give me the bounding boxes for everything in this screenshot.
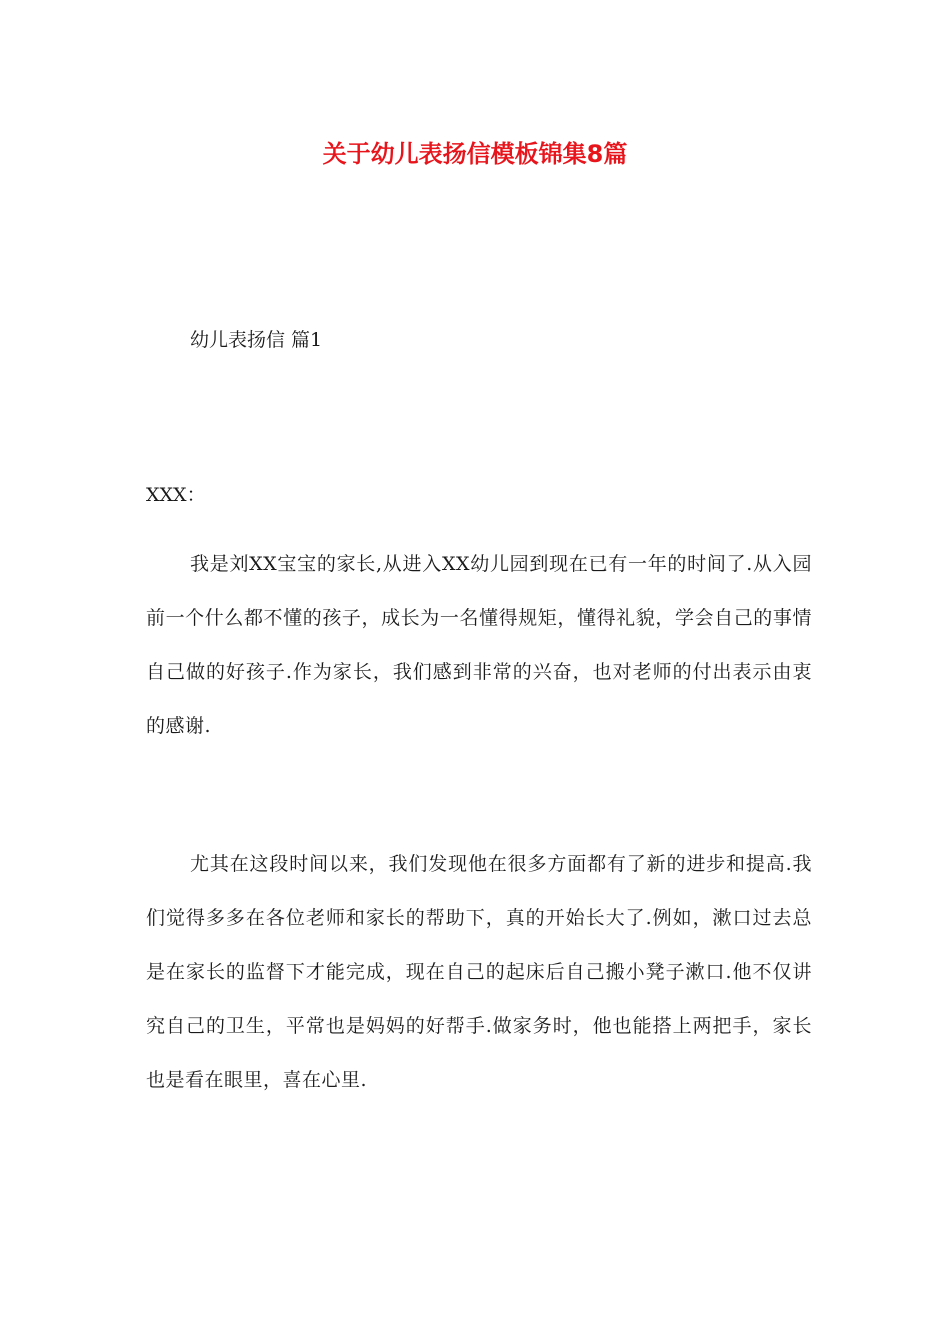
letter-salutation: XXX： <box>146 484 206 506</box>
section-heading: 幼儿表扬信 篇1 <box>190 329 323 351</box>
document-title: 关于幼儿表扬信模板锦集8篇 <box>322 140 628 168</box>
body-paragraph-2: 尤其在这段时间以来，我们发现他在很多方面都有了新的进步和提高.我们觉得多多在各位老师和家长的帮助下，真的开始长大了.例如，漱口过去总是在家长的监督下才能完成，现在自己的起床后自己搬小凳子漱口.他不仅讲究自己的卫生，平常也是妈妈的好帮手.做家务时，他也能搭上两把手，家长也是看在眼里，喜在心里. <box>146 853 812 1091</box>
body-paragraph-1: 我是刘XX宝宝的家长,从进入XX幼儿园到现在已有一年的时间了.从入园前一个什么都不懂的孩子，成长为一名懂得规矩，懂得礼貌，学会自己的事情自己做的好孩子.作为家长，我们感到非常的兴奋，也对老师的付出表示由衷的感谢. <box>146 553 812 737</box>
